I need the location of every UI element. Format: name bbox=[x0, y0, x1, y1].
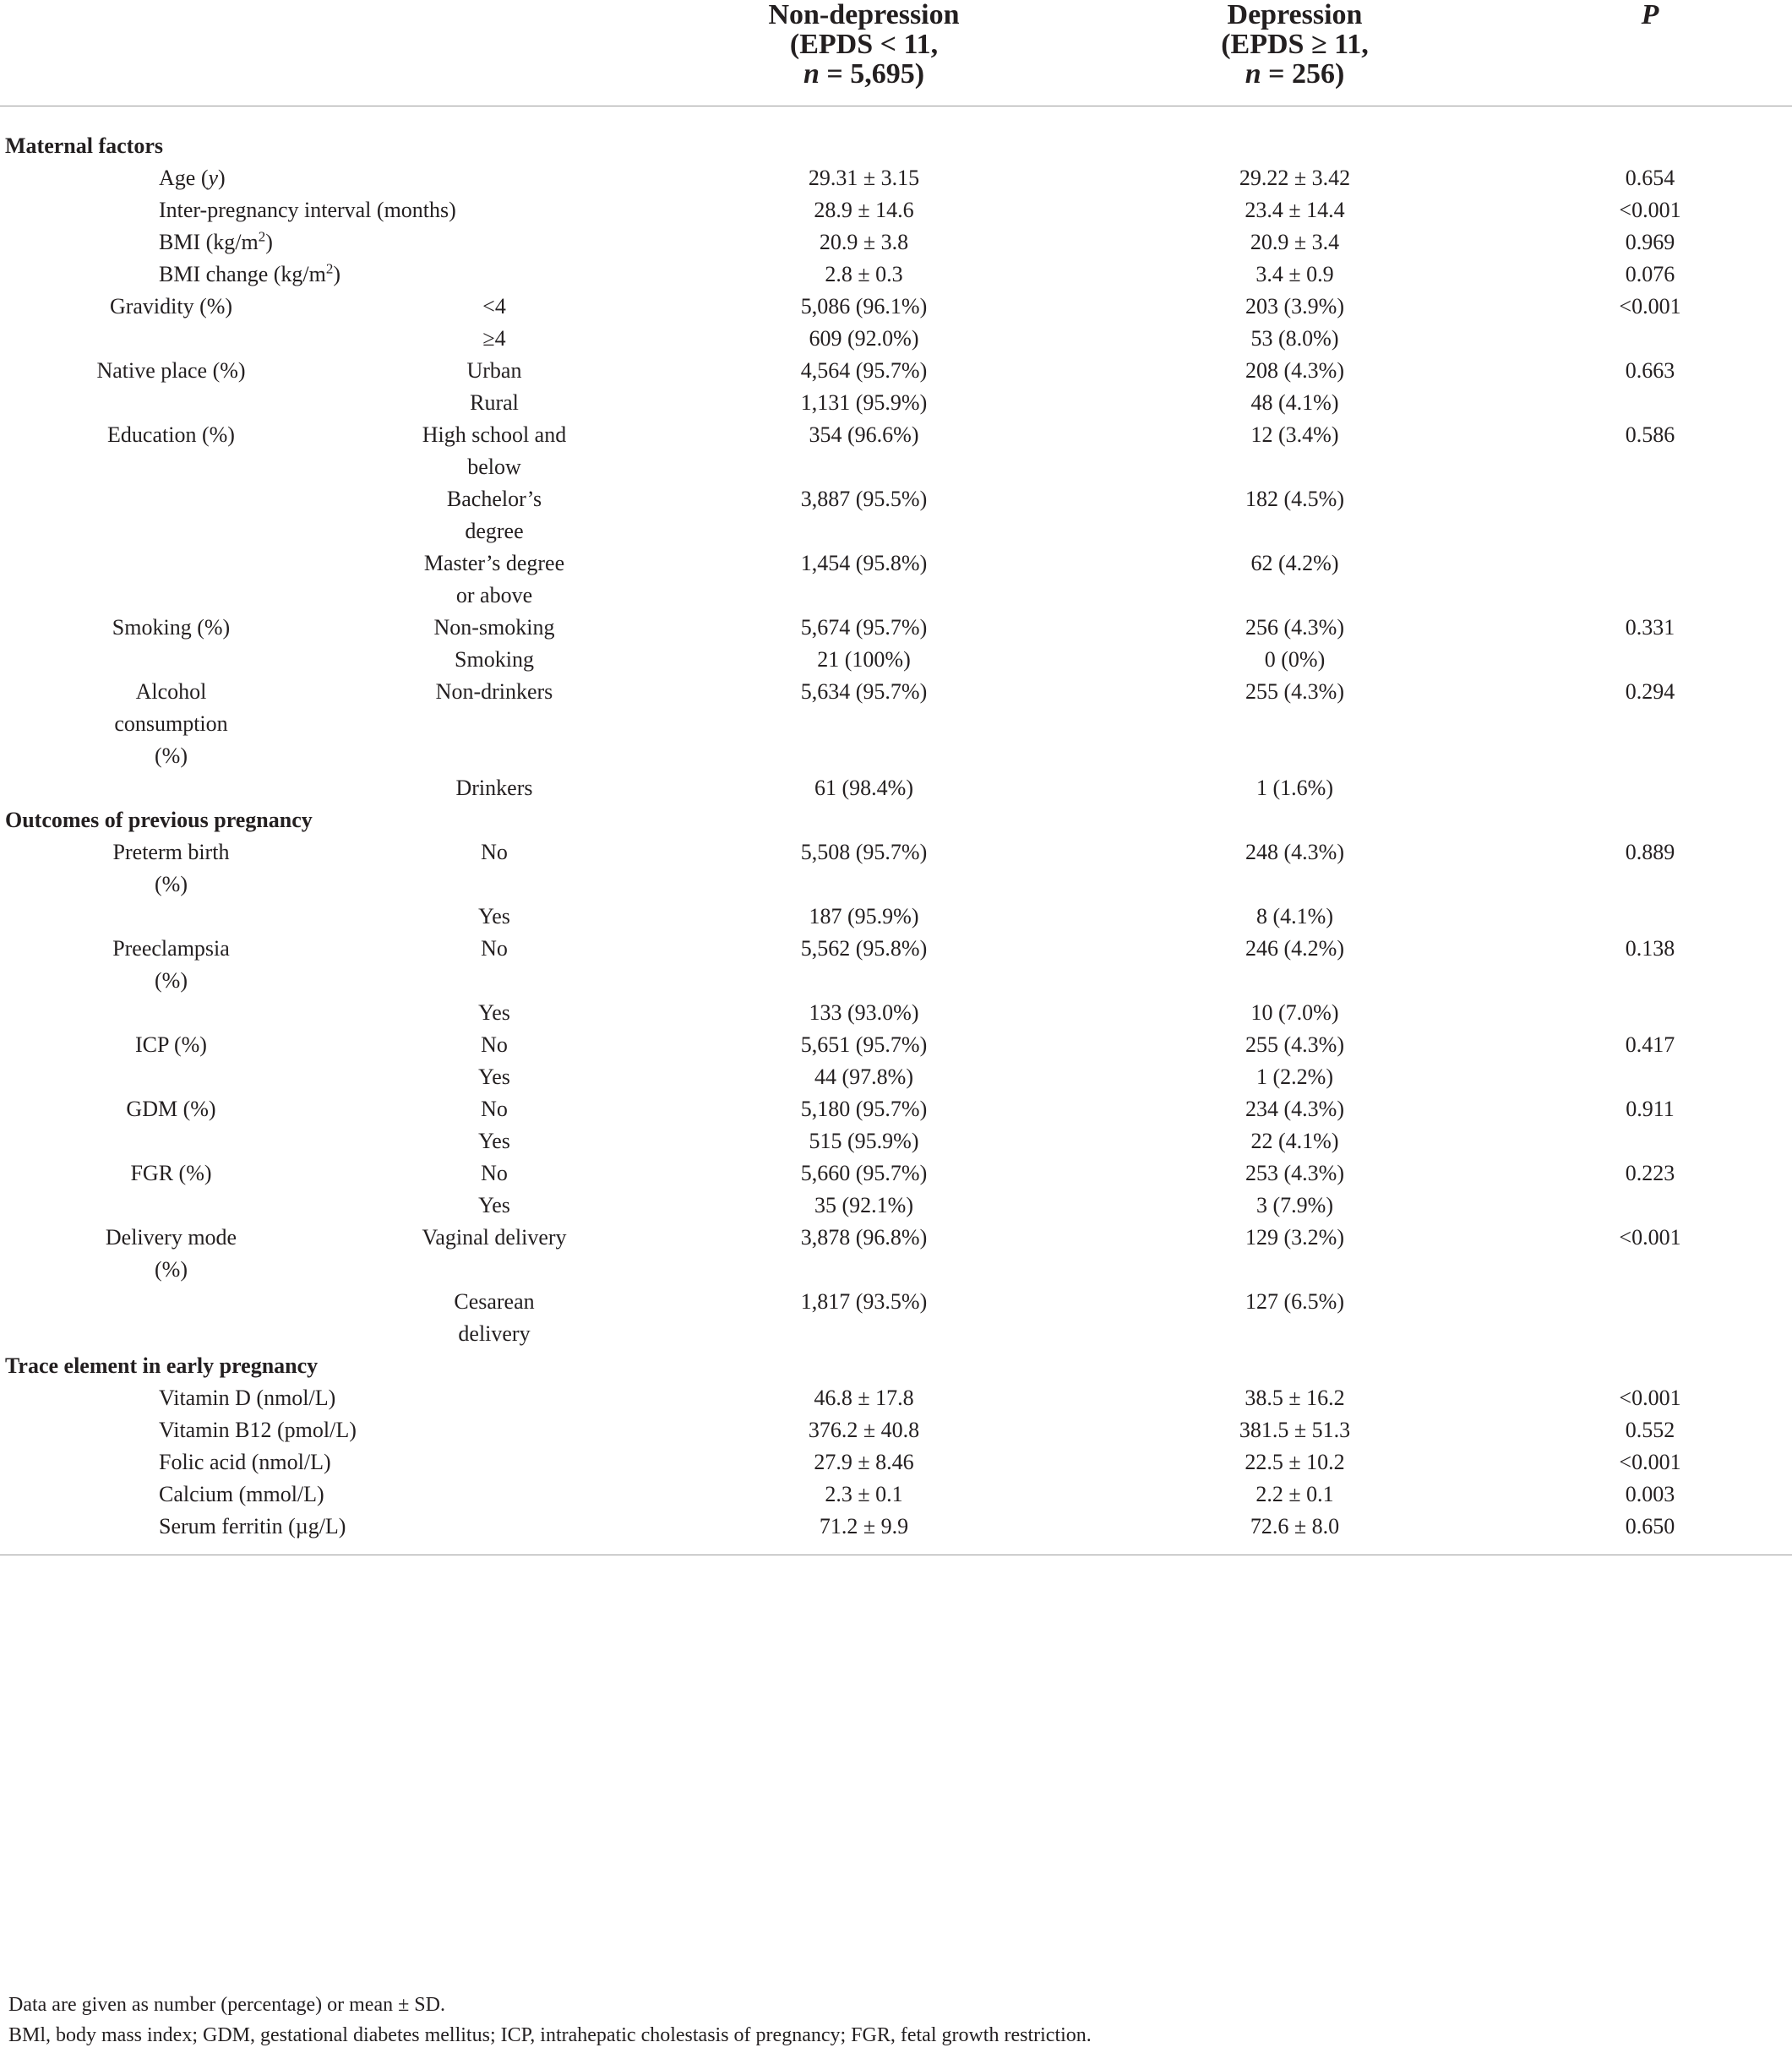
cell-depression: 234 (4.3%) bbox=[1245, 1097, 1344, 1121]
row-label: Preeclampsia (%) bbox=[112, 936, 230, 993]
cell-p-value: 0.586 bbox=[1625, 422, 1675, 447]
cell-p-value: 0.969 bbox=[1625, 230, 1675, 254]
cell-category: High school and below bbox=[422, 422, 567, 479]
row-label: Inter-pregnancy interval (months) bbox=[159, 198, 456, 222]
cell-category: Non-drinkers bbox=[435, 679, 553, 704]
cell-non-depression: 1,131 (95.9%) bbox=[800, 390, 928, 415]
cell-category: Drinkers bbox=[455, 776, 533, 800]
cell-category: No bbox=[481, 1097, 508, 1121]
cell-non-depression: 2.3 ± 0.1 bbox=[825, 1482, 903, 1506]
cell-p-value: <0.001 bbox=[1619, 1450, 1681, 1474]
row-label: Native place (%) bbox=[96, 358, 246, 383]
header-row bbox=[0, 0, 1792, 106]
table-footnotes bbox=[8, 1990, 1783, 2050]
header-depression-criteria: (EPDS ≥ 11, bbox=[1221, 29, 1369, 60]
cell-depression: 129 (3.2%) bbox=[1245, 1225, 1344, 1250]
table-row bbox=[0, 676, 1792, 772]
cell-p-value: 0.663 bbox=[1625, 358, 1675, 383]
n-symbol: n bbox=[803, 58, 820, 90]
cell-p-value bbox=[1508, 772, 1792, 804]
table-row bbox=[0, 1286, 1792, 1350]
table-row bbox=[0, 933, 1792, 997]
table-row bbox=[0, 1125, 1792, 1157]
cell-p-value: 0.331 bbox=[1625, 615, 1675, 640]
cell-depression: 62 (4.2%) bbox=[1250, 551, 1339, 575]
cell-p-value: 0.417 bbox=[1625, 1032, 1675, 1057]
cell-p-value: <0.001 bbox=[1619, 198, 1681, 222]
cell-non-depression: 5,634 (95.7%) bbox=[800, 679, 928, 704]
table-row bbox=[0, 997, 1792, 1029]
cell-p-value: 0.294 bbox=[1625, 679, 1675, 704]
cell-depression: 12 (3.4%) bbox=[1250, 422, 1339, 447]
table-row bbox=[0, 419, 1792, 483]
table-row bbox=[0, 1446, 1792, 1478]
n-symbol: n bbox=[1245, 58, 1261, 90]
row-label: ICP (%) bbox=[135, 1032, 207, 1057]
table-row bbox=[0, 644, 1792, 676]
cell-non-depression: 5,086 (96.1%) bbox=[800, 294, 928, 319]
row-label: Serum ferritin (µg/L) bbox=[159, 1514, 346, 1538]
cell-p-value bbox=[1508, 323, 1792, 355]
cell-depression: 72.6 ± 8.0 bbox=[1250, 1514, 1340, 1538]
cell-depression: 1 (1.6%) bbox=[1256, 776, 1333, 800]
row-label: Delivery mode (%) bbox=[105, 1225, 237, 1282]
header-empty bbox=[0, 0, 646, 106]
cell-p-value bbox=[1508, 1125, 1792, 1157]
cell-depression: 2.2 ± 0.1 bbox=[1255, 1482, 1334, 1506]
cell-depression: 23.4 ± 14.4 bbox=[1245, 198, 1345, 222]
cell-p-value: <0.001 bbox=[1619, 294, 1681, 319]
cell-depression: 256 (4.3%) bbox=[1245, 615, 1344, 640]
table-row bbox=[0, 1414, 1792, 1446]
cell-depression: 3.4 ± 0.9 bbox=[1255, 262, 1334, 286]
table-row bbox=[0, 1511, 1792, 1555]
cell-category: No bbox=[481, 936, 508, 961]
table-row bbox=[0, 901, 1792, 933]
row-label: Alcohol consumption (%) bbox=[114, 679, 228, 768]
n-value: = 5,695) bbox=[819, 58, 925, 90]
cell-depression: 53 (8.0%) bbox=[1250, 326, 1339, 351]
cell-p-value: 0.003 bbox=[1625, 1482, 1675, 1506]
table-row bbox=[0, 1029, 1792, 1061]
cell-non-depression: 46.8 ± 17.8 bbox=[814, 1386, 914, 1410]
cell-category: Yes bbox=[478, 1129, 510, 1153]
cell-non-depression: 20.9 ± 3.8 bbox=[819, 230, 909, 254]
row-label: BMI change $(kg/m^2)$ bbox=[159, 260, 341, 286]
cell-non-depression: 5,660 (95.7%) bbox=[800, 1161, 928, 1185]
cell-non-depression: 133 (93.0%) bbox=[809, 1000, 919, 1025]
cell-p-value: 0.650 bbox=[1625, 1514, 1675, 1538]
table-row bbox=[0, 1478, 1792, 1511]
cell-depression: 248 (4.3%) bbox=[1245, 840, 1344, 864]
cell-non-depression: 354 (96.6%) bbox=[809, 422, 919, 447]
cell-depression: 0 (0%) bbox=[1264, 647, 1326, 672]
cell-non-depression: 5,562 (95.8%) bbox=[800, 936, 928, 961]
header-non-depression-title: Non-depression bbox=[768, 0, 960, 30]
row-label: Vitamin D (nmol/L) bbox=[159, 1386, 336, 1410]
cell-depression: 253 (4.3%) bbox=[1245, 1161, 1344, 1185]
cell-depression: 10 (7.0%) bbox=[1250, 1000, 1339, 1025]
cell-p-value: 0.076 bbox=[1625, 262, 1675, 286]
cell-non-depression: 376.2 ± 40.8 bbox=[808, 1418, 920, 1442]
table-row bbox=[0, 194, 1792, 226]
cell-depression: 20.9 ± 3.4 bbox=[1250, 230, 1340, 254]
cell-category: Bachelor’s degree bbox=[446, 487, 542, 543]
section-row bbox=[0, 804, 1792, 836]
cell-depression: 22 (4.1%) bbox=[1250, 1129, 1339, 1153]
row-label: Gravidity (%) bbox=[109, 294, 233, 319]
table-row bbox=[0, 259, 1792, 291]
cell-non-depression: 2.8 ± 0.3 bbox=[825, 262, 903, 286]
cell-depression: 208 (4.3%) bbox=[1245, 358, 1344, 383]
cell-p-value: 0.911 bbox=[1626, 1097, 1675, 1121]
cell-depression: 38.5 ± 16.2 bbox=[1245, 1386, 1345, 1410]
cell-non-depression: 71.2 ± 9.9 bbox=[819, 1514, 909, 1538]
cell-depression: 3 (7.9%) bbox=[1256, 1193, 1333, 1217]
table-row bbox=[0, 483, 1792, 547]
cell-depression: 29.22 ± 3.42 bbox=[1239, 166, 1351, 190]
table-row bbox=[0, 836, 1792, 901]
cell-depression: 182 (4.5%) bbox=[1245, 487, 1344, 511]
cell-non-depression: 5,180 (95.7%) bbox=[800, 1097, 928, 1121]
row-label: Education (%) bbox=[107, 422, 235, 447]
section-trace-element: Trace element in early pregnancy bbox=[5, 1353, 319, 1378]
cell-p-value: 0.552 bbox=[1625, 1418, 1675, 1442]
section-row bbox=[0, 1350, 1792, 1382]
cell-depression: 22.5 ± 10.2 bbox=[1245, 1450, 1345, 1474]
table-row bbox=[0, 1093, 1792, 1125]
p-symbol: P bbox=[1641, 0, 1659, 30]
cell-category: Yes bbox=[478, 1065, 510, 1089]
cell-non-depression: 3,887 (95.5%) bbox=[800, 487, 928, 511]
cell-p-value bbox=[1508, 483, 1792, 547]
footnote-data-format: Data are given as number (percentage) or mean ± SD. bbox=[8, 1994, 445, 2016]
cell-category: Yes bbox=[478, 1000, 510, 1025]
cell-non-depression: 609 (92.0%) bbox=[809, 326, 919, 351]
cell-depression: 127 (6.5%) bbox=[1245, 1289, 1344, 1314]
row-label: FGR (%) bbox=[130, 1161, 212, 1185]
table-row bbox=[0, 1382, 1792, 1414]
cell-category: ≥4 bbox=[482, 326, 506, 351]
section-outcomes: Outcomes of previous pregnancy bbox=[5, 808, 313, 832]
cell-non-depression: 3,878 (96.8%) bbox=[800, 1225, 928, 1250]
cell-non-depression: 21 (100%) bbox=[817, 647, 911, 672]
cell-p-value bbox=[1508, 997, 1792, 1029]
cell-non-depression: 515 (95.9%) bbox=[809, 1129, 919, 1153]
table-row bbox=[0, 1190, 1792, 1222]
cell-p-value bbox=[1508, 1286, 1792, 1350]
table-row bbox=[0, 1061, 1792, 1093]
table-row bbox=[0, 387, 1792, 419]
cell-non-depression: 1,454 (95.8%) bbox=[800, 551, 928, 575]
cell-category: Urban bbox=[466, 358, 522, 383]
cell-p-value bbox=[1508, 387, 1792, 419]
cell-category: Yes bbox=[478, 904, 510, 928]
cell-p-value: 0.138 bbox=[1625, 936, 1675, 961]
cell-category: <4 bbox=[482, 294, 506, 319]
cell-category: Rural bbox=[470, 390, 519, 415]
cell-depression: 1 (2.2%) bbox=[1256, 1065, 1333, 1089]
row-label: Smoking (%) bbox=[112, 615, 231, 640]
cell-category: No bbox=[481, 1032, 508, 1057]
cell-depression: 255 (4.3%) bbox=[1245, 679, 1344, 704]
header-non-depression bbox=[646, 0, 1081, 106]
cell-p-value: 0.654 bbox=[1625, 166, 1675, 190]
cell-depression: 255 (4.3%) bbox=[1245, 1032, 1344, 1057]
cell-category: Master’s degree or above bbox=[423, 551, 565, 607]
cell-non-depression: 44 (97.8%) bbox=[814, 1065, 913, 1089]
n-value: = 256) bbox=[1261, 58, 1345, 90]
table-row bbox=[0, 226, 1792, 259]
cell-depression: 203 (3.9%) bbox=[1245, 294, 1344, 319]
cell-p-value: <0.001 bbox=[1619, 1386, 1681, 1410]
table-row bbox=[0, 1157, 1792, 1190]
cell-non-depression: 187 (95.9%) bbox=[809, 904, 919, 928]
header-non-depression-n bbox=[646, 59, 1081, 89]
cell-p-value: 0.889 bbox=[1625, 840, 1675, 864]
section-maternal-factors: Maternal factors bbox=[5, 133, 163, 158]
header-p-value bbox=[1508, 0, 1792, 106]
table-row bbox=[0, 355, 1792, 387]
cell-p-value: <0.001 bbox=[1619, 1225, 1681, 1250]
cell-category: Cesarean delivery bbox=[454, 1289, 535, 1346]
cell-depression: 8 (4.1%) bbox=[1256, 904, 1333, 928]
footnote-abbreviations: BMl, body mass index; GDM, gestational diabetes mellitus; ICP, intrahepatic cholestasis of pregnancy; FGR, fetal growth restriction. bbox=[8, 2024, 1092, 2046]
table-row bbox=[0, 323, 1792, 355]
cell-depression: 246 (4.2%) bbox=[1245, 936, 1344, 961]
cell-category: No bbox=[481, 840, 508, 864]
cell-non-depression: 28.9 ± 14.6 bbox=[814, 198, 914, 222]
row-label: Folic acid (nmol/L) bbox=[159, 1450, 331, 1474]
cell-category: No bbox=[481, 1161, 508, 1185]
row-label: Calcium (mmol/L) bbox=[159, 1482, 324, 1506]
cell-depression: 48 (4.1%) bbox=[1250, 390, 1339, 415]
cell-non-depression: 61 (98.4%) bbox=[814, 776, 913, 800]
cell-p-value bbox=[1508, 901, 1792, 933]
table-row bbox=[0, 162, 1792, 194]
cell-non-depression: 35 (92.1%) bbox=[814, 1193, 913, 1217]
cell-non-depression: 5,674 (95.7%) bbox=[800, 615, 928, 640]
cell-non-depression: 5,508 (95.7%) bbox=[800, 840, 928, 864]
cell-non-depression: 1,817 (93.5%) bbox=[800, 1289, 928, 1314]
cell-non-depression: 29.31 ± 3.15 bbox=[808, 166, 920, 190]
table-row bbox=[0, 547, 1792, 612]
table-row bbox=[0, 612, 1792, 644]
cell-category: Smoking bbox=[455, 647, 534, 672]
header-depression-n bbox=[1081, 59, 1508, 89]
row-label: GDM (%) bbox=[126, 1097, 216, 1121]
table-row bbox=[0, 1222, 1792, 1286]
header-depression bbox=[1081, 0, 1508, 106]
cell-p-value: 0.223 bbox=[1625, 1161, 1675, 1185]
cell-non-depression: 5,651 (95.7%) bbox=[800, 1032, 928, 1057]
row-label: Vitamin B12 (pmol/L) bbox=[159, 1418, 357, 1442]
cell-category: Non-smoking bbox=[433, 615, 555, 640]
row-label: Age (y) bbox=[159, 166, 226, 190]
section-row bbox=[0, 106, 1792, 163]
table-row bbox=[0, 772, 1792, 804]
cell-category: Yes bbox=[478, 1193, 510, 1217]
cell-p-value bbox=[1508, 644, 1792, 676]
cell-non-depression: 4,564 (95.7%) bbox=[800, 358, 928, 383]
table-row bbox=[0, 291, 1792, 323]
cell-p-value bbox=[1508, 547, 1792, 612]
cell-p-value bbox=[1508, 1190, 1792, 1222]
cell-non-depression: 27.9 ± 8.46 bbox=[814, 1450, 914, 1474]
row-label: Preterm birth (%) bbox=[112, 840, 230, 896]
cell-p-value bbox=[1508, 1061, 1792, 1093]
header-non-depression-criteria: (EPDS < 11, bbox=[789, 29, 939, 60]
row-label: BMI $(kg/m^2)$ bbox=[159, 228, 273, 254]
cell-category: Vaginal delivery bbox=[422, 1225, 567, 1250]
header-depression-title: Depression bbox=[1227, 0, 1363, 30]
cell-depression: 381.5 ± 51.3 bbox=[1239, 1418, 1351, 1442]
